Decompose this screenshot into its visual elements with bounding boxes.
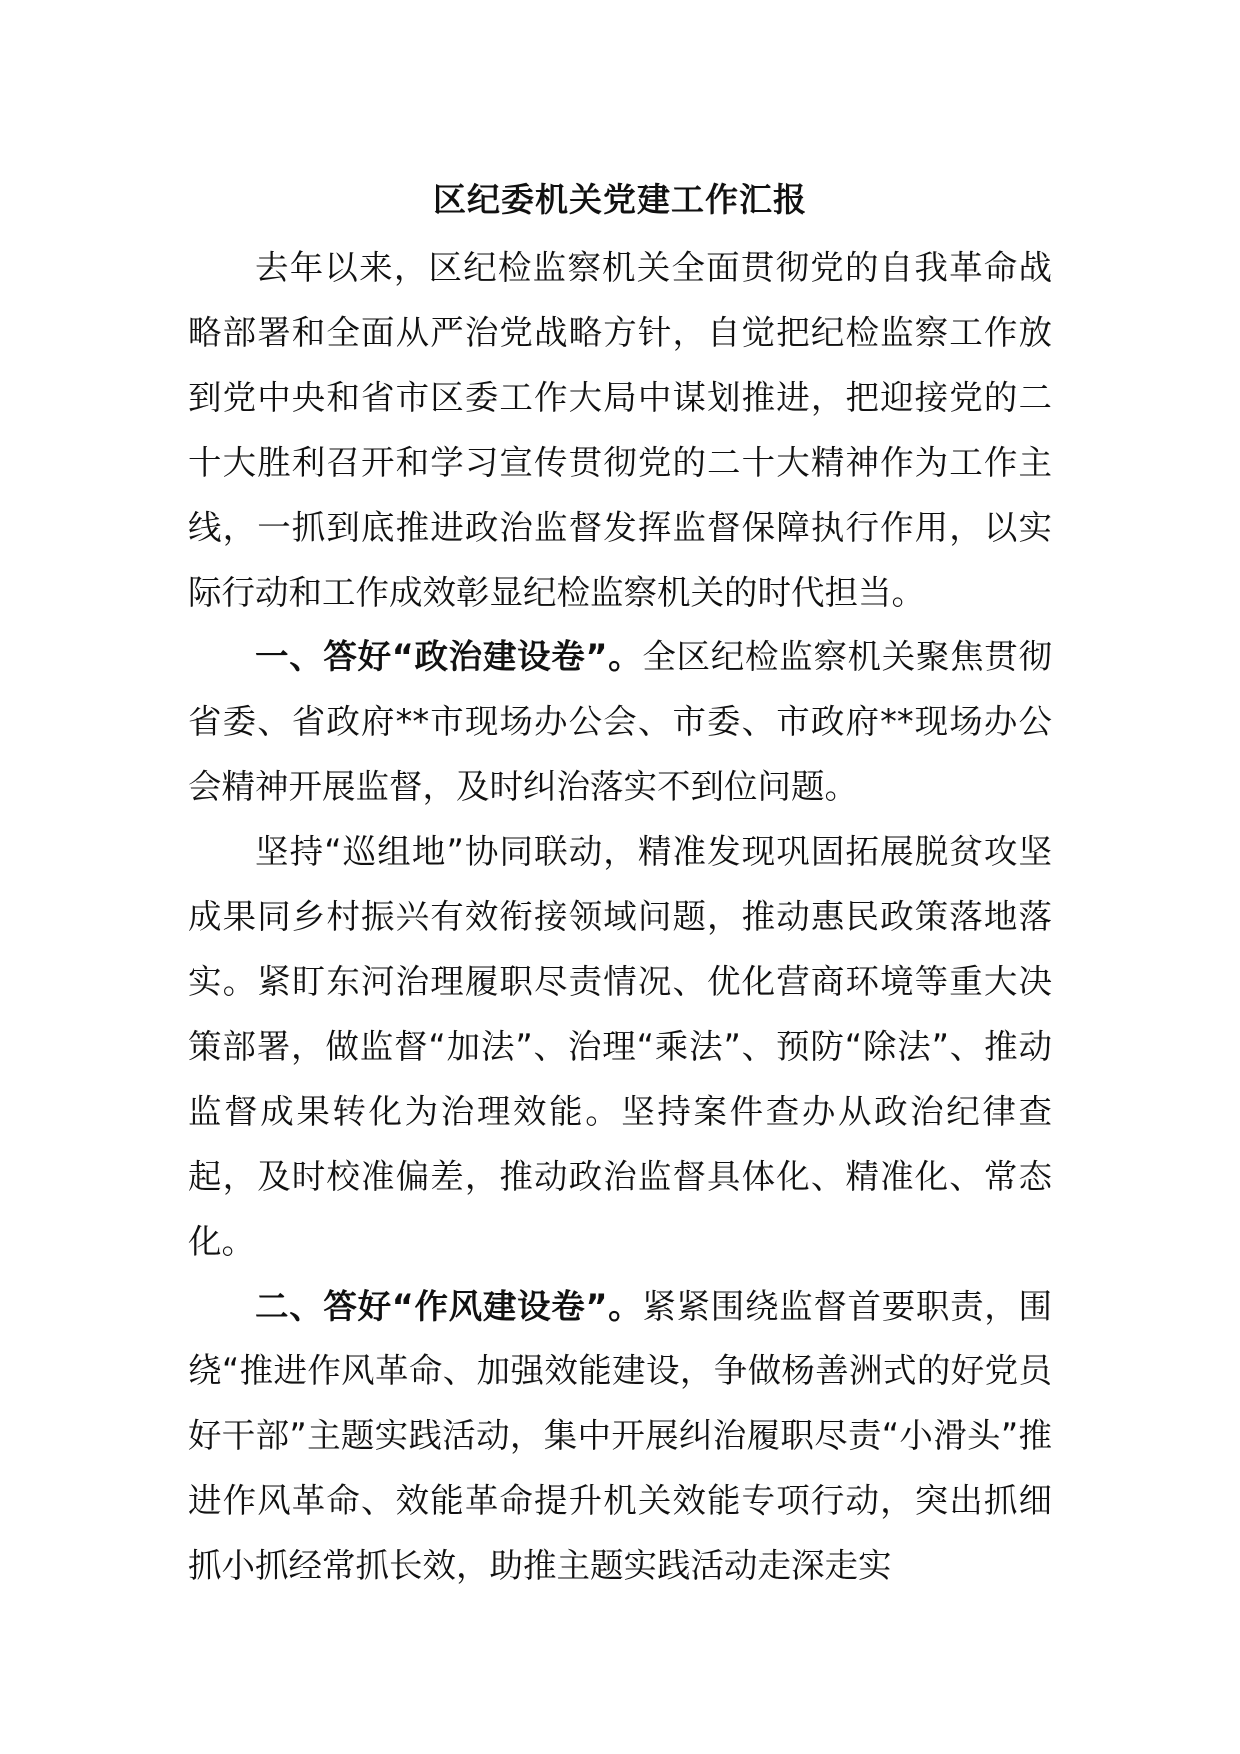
paragraph-text: 全区纪检监察机关聚焦贯彻省委、省政府**市现场办公会、市委、市政府**现场办公会精神开展监督，及时纠治落实不到位问题。 <box>188 637 1052 807</box>
document-title: 区纪委机关党建工作汇报 <box>433 180 807 219</box>
document-body <box>188 236 1052 1599</box>
paragraph-text: 坚持“巡组地”协同联动，精准发现巩固拓展脱贫攻坚成果同乡村振兴有效衔接领域问题，推动惠民政策落地落实。紧盯东河治理履职尽责情况、优化营商环境等重大决策部署，做监督“加法”、治理“乘法”、预防“除法”、推动监督成果转化为治理效能。坚持案件查办从政治纪律查起，及时校准偏差，推动政治监督具体化、精准化、常态化。 <box>188 832 1052 1261</box>
section-heading: 二、答好“作风建设卷”。 <box>255 1286 643 1326</box>
paragraph-intro <box>188 236 1052 625</box>
section-heading: 一、答好“政治建设卷”。 <box>255 637 643 677</box>
paragraph-political-construction <box>188 625 1052 820</box>
paragraph-style-construction <box>188 1275 1052 1600</box>
paragraph-text: 紧紧围绕监督首要职责，围绕“推进作风革命、加强效能建设，争做杨善洲式的好党员好干部”主题实践活动，集中开展纠治履职尽责“小滑头”推进作风革命、效能革命提升机关效能专项行动，突出抓细抓小抓经常抓长效，助推主题实践活动走深走实 <box>188 1286 1052 1586</box>
paragraph-text: 去年以来，区纪检监察机关全面贯彻党的自我革命战略部署和全面从严治党战略方针，自觉把纪检监察工作放到党中央和省市区委工作大局中谋划推进，把迎接党的二十大胜利召开和学习宣传贯彻党的二十大精神作为工作主线，一抓到底推进政治监督发挥监督保障执行作用，以实际行动和工作成效彰显纪检监察机关的时代担当。 <box>188 248 1052 612</box>
paragraph-coordination <box>188 820 1052 1274</box>
